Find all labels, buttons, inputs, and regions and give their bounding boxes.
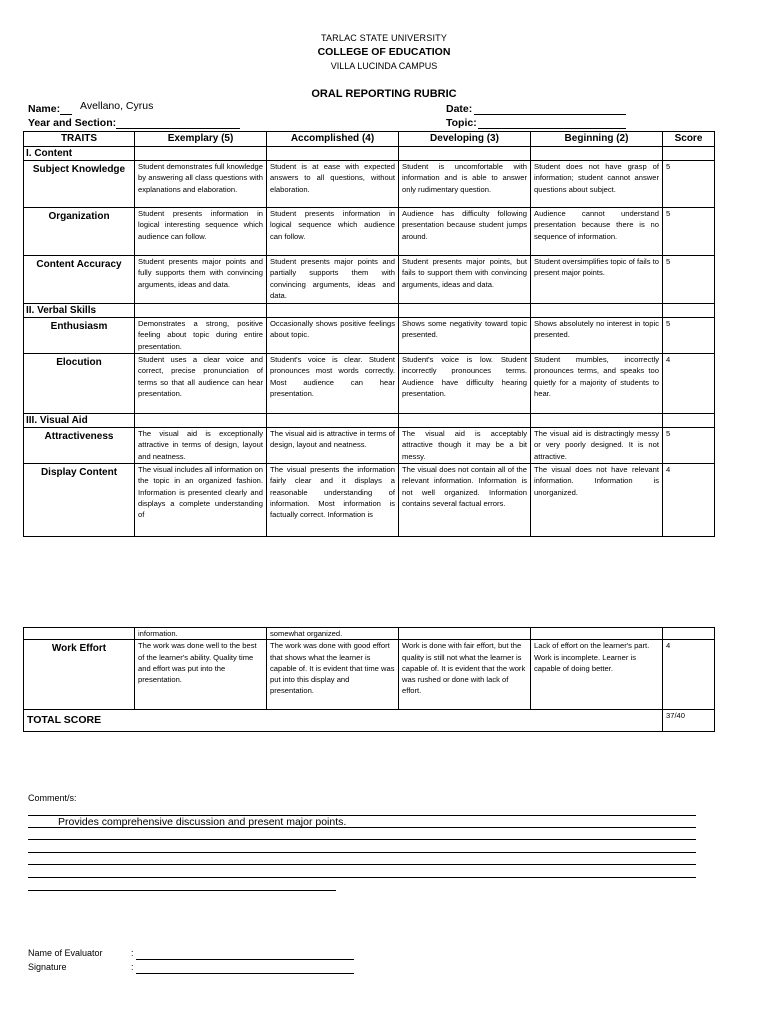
cell-exemplary: Student presents information in logical interesting sequence which audience can follow. [135,208,267,256]
table-row [24,640,715,710]
table-row [24,464,715,537]
table-row [24,428,715,464]
evaluator-colon: : [131,948,134,958]
cell-exemplary: Student presents major points and fully supports them with convincing arguments, ideas and data. [135,256,267,304]
topic-label: Topic: [446,117,477,129]
cell-developing: Student is uncomfortable with information and is able to answer only rudimentary question. [399,161,531,208]
trait-work-effort: Work Effort [24,640,135,710]
trait-elocution: Elocution [24,354,135,414]
cell-score: 5 [663,428,715,464]
comments-label: Comment/s: [28,793,77,803]
comment-line [28,852,696,853]
cell-beginning: The visual aid is distractingly messy or very poorly designed. It is not attractive. [531,428,663,464]
name-label: Name: [28,103,61,115]
name-underline [60,114,72,115]
cell-developing: Shows some negativity toward topic presented. [399,318,531,354]
table-row [24,354,715,414]
cell-developing: Student's voice is low. Student incorrectly pronounces terms. Audience have difficulty hearing presentation. [399,354,531,414]
section-row [24,414,715,428]
signature-underline [136,973,354,974]
signature-label: Signature [28,962,67,972]
header-traits: TRAITS [24,132,135,147]
section-content: I. Content [24,147,135,161]
cell-exemplary: Student demonstrates full knowledge by answering all class questions with explanations and elaboration. [135,161,267,208]
cell-score: 5 [663,318,715,354]
comment-line [28,890,336,891]
date-label: Date: [446,103,473,115]
cell-score: 4 [663,640,715,710]
cell-beginning: Student mumbles, incorrectly pronounces terms, and speaks too quietly for a majority of students to hear. [531,354,663,414]
comment-line [28,877,696,878]
cell-score: 5 [663,161,715,208]
cell-beginning: Audience cannot understand presentation because there is no sequence of information. [531,208,663,256]
section-row [24,147,715,161]
topic-underline [478,128,626,129]
campus-name: VILLA LUCINDA CAMPUS [330,61,438,71]
cell-score: 4 [663,464,715,537]
cell-score: 4 [663,354,715,414]
cell-accomplished: The visual aid is attractive in terms of design, layout and neatness. [267,428,399,464]
signature-colon: : [131,962,134,972]
cell-exemplary [135,464,267,537]
year-section-underline [116,128,240,129]
header-exemplary: Exemplary (5) [135,132,267,147]
page-title: ORAL REPORTING RUBRIC [311,88,457,100]
cell-beginning: Student oversimplifies topic of fails to present major points. [531,256,663,304]
cell-accomplished [267,464,399,537]
rubric-table-continued [23,627,715,732]
table-header-row [24,132,715,147]
comment-line [28,864,696,865]
cell-accomplished: Student's voice is clear. Student pronounces most words correctly. Most audience can hear presentation. [267,354,399,414]
cell-score: 5 [663,256,715,304]
cell-exemplary: The visual aid is exceptionally attractive in terms of design, layout and neatness. [135,428,267,464]
cell-exemplary: Demonstrates a strong, positive feeling about topic during entire presentation. [135,318,267,354]
rubric-table [23,131,715,537]
header-accomplished: Accomplished (4) [267,132,399,147]
total-row [24,710,715,732]
continuation-row [24,628,715,640]
table-row [24,161,715,208]
table-row [24,256,715,304]
cell-exemplary: The work was done well to the best of the learner's ability. Quality time and effort was put into the presentation. [135,640,267,710]
comment-line [28,839,696,840]
table-row [24,318,715,354]
cell-accomplished: Student presents major points and partially supports them with convincing arguments, ideas and data. [267,256,399,304]
evaluator-label: Name of Evaluator [28,948,103,958]
cell-accomplished: Student presents information in logical sequence which audience can follow. [267,208,399,256]
section-visual-aid: III. Visual Aid [24,414,135,428]
header-score: Score [663,132,715,147]
date-underline [474,114,626,115]
trait-enthusiasm: Enthusiasm [24,318,135,354]
total-score-label: TOTAL SCORE [24,710,663,732]
trait-subject-knowledge: Subject Knowledge [24,161,135,208]
table-row [24,208,715,256]
cell-beginning: Student does not have grasp of information; student cannot answer questions about subject. [531,161,663,208]
comment-line [28,827,696,828]
cell-beginning: Lack of effort on the learner's part. Work is incomplete. Learner is capable of doing better. [531,640,663,710]
cell-beginning: The visual does not have relevant information. Information is unorganized. [531,464,663,537]
cell-developing: Student presents major points, but fails to support them with convincing arguments, ideas and data. [399,256,531,304]
cell-accomplished: The work was done with good effort that shows what the learner is capable of. It is evident that time was put into this display and presentation. [267,640,399,710]
trait-attractiveness: Attractiveness [24,428,135,464]
cell-accomplished: Student is at ease with expected answers to all questions, without elaboration. [267,161,399,208]
cell-text: The visual presents the information fairly clear and it displays a reasonable understanding of information. Most information is factually correct. Information is [270,465,395,520]
section-row [24,304,715,318]
total-score-value: 37/40 [663,710,715,732]
trait-organization: Organization [24,208,135,256]
cell-developing: Work is done with fair effort, but the quality is still not what the learner is capable of. It is evident that the work was rushed or done with lack of effort. [399,640,531,710]
cell-accomplished-continued: somewhat organized. [267,628,399,640]
cell-accomplished: Occasionally shows positive feelings about topic. [267,318,399,354]
year-section-label: Year and Section: [28,117,117,129]
trait-content-accuracy: Content Accuracy [24,256,135,304]
college-name: COLLEGE OF EDUCATION [317,46,451,58]
header-beginning: Beginning (2) [531,132,663,147]
cell-exemplary: Student uses a clear voice and correct, precise pronunciation of terms so that all audience can hear presentation. [135,354,267,414]
cell-developing: The visual aid is acceptably attractive though it may be a bit messy. [399,428,531,464]
section-verbal-skills: II. Verbal Skills [24,304,135,318]
university-name: TARLAC STATE UNIVERSITY [320,33,448,43]
comment-text: Provides comprehensive discussion and present major points. [58,816,347,828]
trait-display-content: Display Content [24,464,135,537]
header-developing: Developing (3) [399,132,531,147]
cell-text: The visual includes all information on the topic in an organized fashion. Information is presented clearly and displays a complete understanding of [138,465,263,520]
cell-developing: Audience has difficulty following presentation because student jumps around. [399,208,531,256]
cell-developing: The visual does not contain all of the relevant information. Information is not well organized. Information contains several factual errors. [399,464,531,537]
evaluator-underline [136,959,354,960]
name-value: Avellano, Cyrus [80,100,154,112]
cell-beginning: Shows absolutely no interest in topic presented. [531,318,663,354]
cell-exemplary-continued: information. [135,628,267,640]
cell-score: 5 [663,208,715,256]
